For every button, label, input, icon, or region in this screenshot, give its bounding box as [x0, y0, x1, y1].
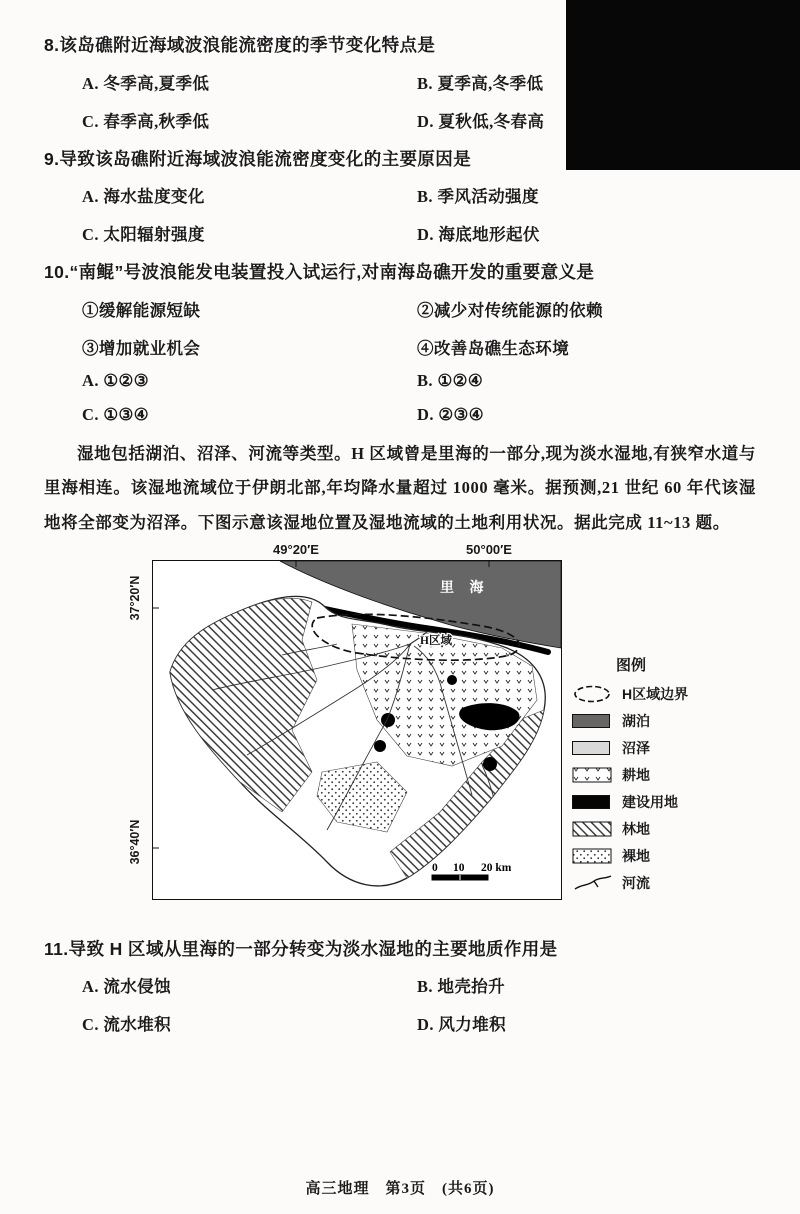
question-11-options: [44, 973, 756, 1035]
latitude-label-top: 37°20′N: [128, 575, 142, 621]
question-9-stem: 9.导致该岛礁附近海域波浪能流密度变化的主要原因是: [44, 148, 472, 169]
question-10-items: [44, 297, 756, 359]
question-11-stem: 11.导致 H 区域从里海的一部分转变为淡水湿地的主要地质作用是: [44, 938, 558, 959]
legend-row-farmland: [572, 762, 740, 789]
legend-label-construction: 建设用地: [622, 794, 678, 811]
longitude-label-right: 50°00′E: [466, 541, 512, 557]
legend-row-lake: [572, 708, 740, 735]
q9-option-d: D. 海底地形起伏: [417, 225, 540, 245]
q10-option-a: A. ①②③: [82, 370, 149, 390]
forest-symbol: [572, 819, 616, 839]
h-boundary-symbol: [572, 684, 616, 704]
legend-label-lake: 湖泊: [622, 713, 650, 730]
wetland-map-figure: [115, 542, 740, 922]
h-region-label: H区域: [420, 634, 452, 647]
marsh-symbol: [572, 738, 616, 758]
legend-label-farmland: 耕地: [622, 767, 650, 784]
q11-option-b: B. 地壳抬升: [417, 977, 506, 997]
legend-label-bare: 裸地: [622, 848, 650, 865]
longitude-label-left: 49°20′E: [273, 541, 319, 557]
legend-row-construction: [572, 789, 740, 816]
question-10-options: [44, 371, 756, 425]
legend-title: 图例: [616, 656, 647, 674]
q11-option-c: C. 流水堆积: [82, 1015, 171, 1035]
question-8-stem: 8.该岛礁附近海域波浪能流密度的季节变化特点是: [44, 35, 436, 55]
bare-land-symbol: [572, 846, 616, 866]
legend-row-bare: [572, 843, 740, 870]
scale-10: 10: [453, 861, 465, 874]
lake-symbol: [572, 711, 616, 731]
q10-item-1: ①缓解能源短缺: [82, 300, 201, 320]
legend-label-river: 河流: [622, 875, 650, 892]
scale-20: 20 km: [481, 861, 512, 874]
q8-option-d: D. 夏秋低,冬春高: [417, 111, 545, 131]
q10-item-4: ④改善岛礁生态环境: [417, 338, 570, 358]
q11-option-d: D. 风力堆积: [417, 1015, 506, 1035]
construction-area-2: [374, 740, 386, 752]
q10-option-b: B. ①②④: [417, 370, 484, 390]
construction-symbol: [572, 792, 616, 812]
q8-option-c: C. 春季高,秋季低: [82, 111, 210, 131]
scale-0: 0: [432, 861, 438, 874]
q10-option-d: D. ②③④: [417, 404, 484, 424]
caspian-sea-label: 里 海: [440, 580, 490, 596]
land-use-map: [152, 560, 562, 900]
question-9-options: [44, 183, 756, 245]
construction-area-4: [447, 675, 457, 685]
farmland-symbol: [572, 765, 616, 785]
map-legend: [572, 654, 740, 897]
q10-item-2: ②减少对传统能源的依赖: [417, 300, 603, 320]
legend-label-marsh: 沼泽: [622, 740, 650, 757]
question-10-stem: 10.“南鲲”号波浪能发电装置投入试运行,对南海岛礁开发的重要意义是: [44, 262, 595, 283]
construction-area-1: [381, 713, 395, 727]
q8-option-a: A. 冬季高,夏季低: [82, 73, 210, 93]
river-symbol: [572, 873, 616, 893]
q9-option-a: A. 海水盐度变化: [82, 187, 205, 207]
q9-option-c: C. 太阳辐射强度: [82, 225, 205, 245]
legend-label-forest: 林地: [622, 821, 650, 838]
q11-option-a: A. 流水侵蚀: [82, 977, 171, 997]
legend-label-h-boundary: H区域边界: [622, 686, 689, 703]
redacted-block: [566, 0, 800, 170]
q10-item-3: ③增加就业机会: [82, 338, 201, 358]
page-footer: 高三地理 第3页 (共6页): [305, 1181, 495, 1197]
wetland-passage: 湿地包括湖泊、沼泽、河流等类型。H 区域曾是里海的一部分,现为淡水湿地,有狭窄水道与里海相连。该湿地流域位于伊朗北部,年均降水量超过 1000 毫米。据预测,21 世纪 60 年代该湿地将全部变为沼泽。下图示意该湿地位置及湿地流域的土地利用状况。据此完成 11~13 题。: [44, 443, 756, 532]
q9-option-b: B. 季风活动强度: [417, 187, 539, 207]
legend-row-river: [572, 870, 740, 897]
legend-row-marsh: [572, 735, 740, 762]
construction-area-3: [483, 757, 497, 771]
legend-row-forest: [572, 816, 740, 843]
q10-option-c: C. ①③④: [82, 404, 149, 424]
latitude-label-bottom: 36°40′N: [128, 819, 142, 865]
q8-option-b: B. 夏季高,冬季低: [417, 73, 544, 93]
legend-row-h-boundary: [572, 681, 740, 708]
